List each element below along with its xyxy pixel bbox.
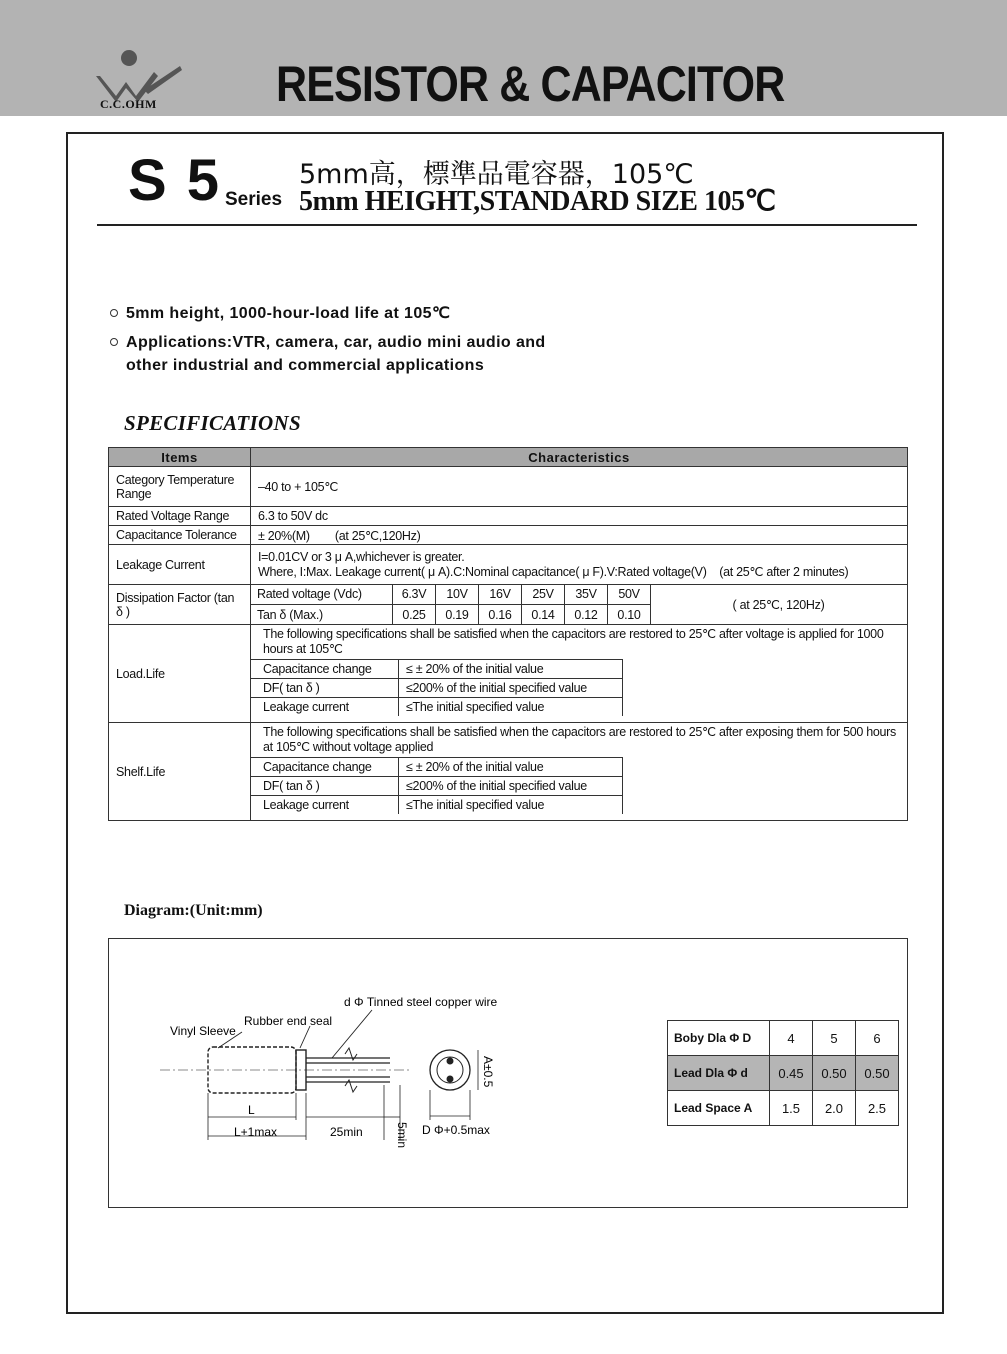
value-cell [251,625,908,723]
shelf-life-subtable [250,757,623,814]
value-cell: 6.3 to 50V dc [251,507,908,526]
tan-cell: 0.16 [479,605,522,625]
item-cell: Dissipation Factor (tan δ ) [109,585,251,625]
lead-dot [447,1058,454,1065]
value-cell [251,545,908,585]
load-life-value: ≤The initial specified value [399,698,623,717]
load-life-label: DF( tan δ ) [251,679,399,698]
shelf-life-label: Capacitance change [251,758,399,777]
dissipation-row1-label: Rated voltage (Vdc) [250,585,393,605]
item-cell: Load.Life [109,625,251,723]
logo-text: C.C.OHM [100,97,157,111]
table-row [109,585,908,625]
tan-cell: 0.19 [436,605,479,625]
item-cell: Shelf.Life [109,723,251,821]
end-view-outer [430,1050,470,1090]
page-title: RESISTOR & CAPACITOR [276,56,785,112]
col-items: Items [109,448,251,467]
voltage-cell: 25V [522,585,565,605]
label-a: A±0.5 [481,1056,495,1088]
dim-label: Boby Dla Φ D [668,1021,770,1056]
label-vinyl-sleeve: Vinyl Sleeve [170,1024,236,1038]
specifications-table [108,447,908,821]
diagram-heading: Diagram:(Unit:mm) [124,902,263,919]
dim-value: 0.45 [770,1056,813,1091]
label-wire: d Φ Tinned steel copper wire [344,995,498,1009]
load-life-desc: The following specifications shall be satisfied when the capacitors are restored to 25℃ after voltage is applied for 1000 hours at 105℃ [263,627,884,656]
table-row [109,625,908,723]
dim-value: 0.50 [856,1056,899,1091]
leakage-line-1: I=0.01CV or 3 μ A,whichever is greater. [258,550,465,564]
feature-list [110,302,570,383]
tan-cell: 0.12 [565,605,608,625]
item-cell: Capacitance Tolerance [109,526,251,545]
load-life-value: ≤ ± 20% of the initial value [399,660,623,679]
table-row [109,467,908,507]
feature-item [110,302,570,325]
value-cell [251,526,908,545]
dissipation-row2-label: Tan δ (Max.) [250,605,393,625]
label-lmax: L+1max [234,1125,278,1139]
table-header-row [109,448,908,467]
dimension-table [667,1020,899,1126]
dim-label: Lead Dla Φ d [668,1056,770,1091]
load-life-value: ≤200% of the initial specified value [399,679,623,698]
dim-value: 6 [856,1021,899,1056]
voltage-cell: 35V [565,585,608,605]
tan-cell: 0.25 [393,605,436,625]
table-row [109,507,908,526]
feature-text: 5mm height, 1000-hour-load life at 105℃ [126,305,451,322]
shelf-life-label: Leakage current [251,796,399,815]
bullet-icon [110,309,118,317]
dim-label: Lead Space A [668,1091,770,1126]
table-row [668,1056,899,1091]
item-cell: Leakage Current [109,545,251,585]
dissipation-condition: ( at 25℃, 120Hz) [732,598,825,612]
voltage-cell: 10V [436,585,479,605]
dim-value: 4 [770,1021,813,1056]
table-row [109,545,908,585]
label-rubber-seal: Rubber end seal [244,1014,333,1028]
value-cell [251,585,908,625]
label-25min: 25min [330,1125,363,1139]
dim-value: 2.5 [856,1091,899,1126]
lead-dot [447,1076,454,1083]
bullet-icon [110,338,118,346]
tolerance-condition: (at 25℃,120Hz) [334,528,421,543]
item-cell: Rated Voltage Range [109,507,251,526]
tan-cell: 0.14 [522,605,565,625]
title-divider [97,224,917,226]
subtitle-chinese: 5mm高，標準品電容器，105℃ [299,159,694,190]
voltage-cell: 50V [608,585,651,605]
tan-cell: 0.10 [608,605,651,625]
load-life-label: Leakage current [251,698,399,717]
tolerance-value: ± 20%(M) [258,528,310,543]
load-life-subtable [250,659,623,716]
series-label: Series [225,189,283,210]
shelf-life-value: ≤200% of the initial specified value [399,777,623,796]
leader-line [332,1010,372,1058]
leader-line [300,1026,310,1048]
feature-text: Applications:VTR, camera, car, audio mini audio and other industrial and commercial applications [126,334,546,374]
dissipation-subtable [250,585,906,625]
specifications-heading: SPECIFICATIONS [124,411,301,435]
dim-value: 2.0 [813,1091,856,1126]
label-l: L [248,1103,255,1117]
shelf-life-label: DF( tan δ ) [251,777,399,796]
value-cell: –40 to + 105℃ [251,467,908,507]
series-code: S 5 [128,148,222,213]
voltage-cell: 6.3V [393,585,436,605]
feature-item [110,331,570,377]
leakage-line-2: Where, I:Max. Leakage current( μ A).C:Nominal capacitance( μ F).V:Rated voltage(V) (at 25℃ after 2 minutes) [258,565,849,579]
table-row [668,1021,899,1056]
dim-value: 0.50 [813,1056,856,1091]
table-row [109,526,908,545]
label-dmax: D Φ+0.5max [422,1123,490,1137]
subtitle-english: 5mm HEIGHT,STANDARD SIZE 105℃ [299,186,776,217]
shelf-life-desc: The following specifications shall be satisfied when the capacitors are restored to 25℃ after exposing them for 500 hours at 105℃ without voltage applied [263,725,896,754]
dim-value: 5 [813,1021,856,1056]
item-cell: Category Temperature Range [109,467,251,507]
shelf-life-value: ≤ ± 20% of the initial value [399,758,623,777]
value-cell [251,723,908,821]
table-row [668,1091,899,1126]
load-life-label: Capacitance change [251,660,399,679]
shelf-life-value: ≤The initial specified value [399,796,623,815]
voltage-cell: 16V [479,585,522,605]
table-row [109,723,908,821]
label-5min: 5min [395,1122,409,1149]
col-characteristics: Characteristics [251,448,908,467]
dim-value: 1.5 [770,1091,813,1126]
capacitor-drawing [150,990,530,1170]
